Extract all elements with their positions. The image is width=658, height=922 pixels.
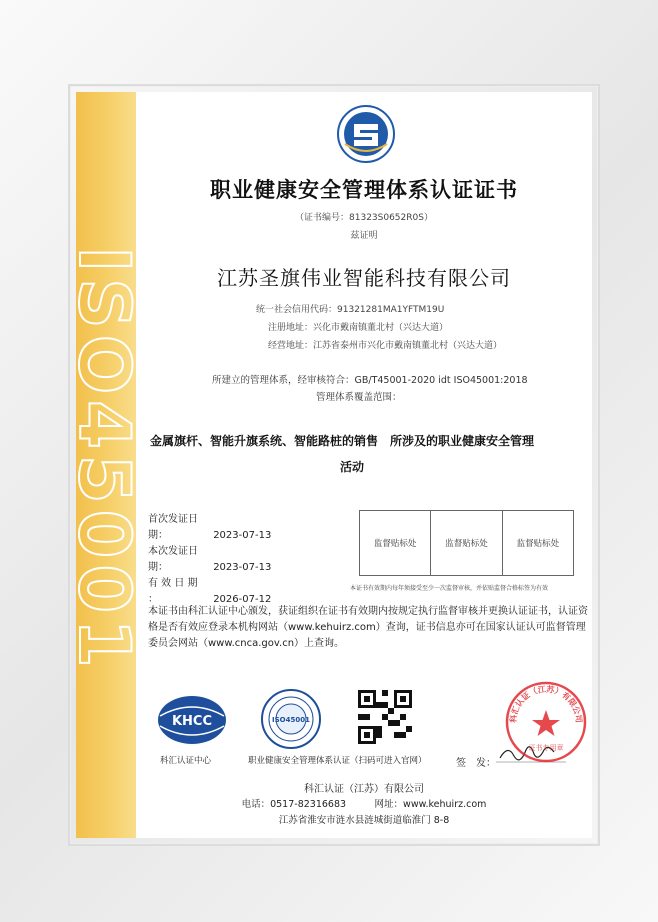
- sticker-note: 本证书有效期内每年须接受至少一次监督审核，并依贴监督合格标签为有效: [350, 585, 549, 592]
- this-issue-row: [148, 544, 271, 576]
- footer-address: 江苏省淮安市涟水县涟城街道临淮门 8-8: [278, 815, 450, 826]
- issue-dates: [148, 512, 271, 608]
- certificate-statement: 本证书由科汇认证中心颁发，获证组织在证书有效期内按规定执行监督审核并更换认证证书，认证资格是否有效应登录本机构网站（www.kehuirz.com）查询，证书信息亦可在国家认证认可监督管理委员会网站（www.cnca.gov.cn）上查询。: [148, 606, 588, 649]
- this-issue-label: 本次发证日期：: [148, 546, 198, 573]
- first-issue-date: 2023-07-13: [213, 530, 272, 541]
- sticker-box: 监督贴标处: [431, 511, 502, 575]
- sticker-box: 监督贴标处: [516, 539, 560, 549]
- credit-code-label: 统一社会信用代码：: [256, 305, 338, 315]
- scope-line-1: 金属旗杆、智能升旗系统、智能路桩的销售 所涉及的职业健康安全管理: [150, 434, 535, 448]
- registered-address-value: 兴化市戴南镇董北村（兴达大道）: [313, 323, 449, 333]
- this-issue-date: 2023-07-13: [213, 562, 272, 573]
- iso-badge-text: ISO45001: [272, 716, 310, 724]
- company-seal-icon: [504, 680, 588, 764]
- sticker-box: 监督贴标处: [360, 511, 431, 575]
- scope-text: [150, 428, 592, 480]
- hereby-text: 兹证明: [350, 231, 378, 241]
- certificate-title: 职业健康安全管理体系认证证书: [210, 178, 518, 202]
- certificate-content: [136, 92, 592, 838]
- business-address-label: 经营地址：: [268, 341, 314, 351]
- qr-code-icon: [358, 690, 412, 744]
- stripe-watermark-text: ISO45001: [63, 246, 145, 674]
- business-address-row: [268, 338, 502, 351]
- footer-company: 科汇认证（江苏）有限公司: [304, 784, 424, 795]
- qr-caption: （扫码可进入官网）: [350, 756, 427, 766]
- certification-logo-icon: [336, 104, 396, 164]
- footer-contact: 电话：0517-82316683 网址：www.kehuirz.com: [241, 799, 487, 810]
- khcc-caption: 科汇认证中心: [160, 756, 212, 766]
- expiry-label: 有 效 日 期 ：: [148, 578, 198, 605]
- khcc-logo-text: KHCC: [171, 714, 213, 729]
- registered-address-row: [268, 320, 448, 333]
- registered-address-label: 注册地址：: [268, 323, 314, 333]
- iso-caption: 职业健康安全管理体系认证: [248, 756, 351, 766]
- khcc-logo-icon: [156, 692, 228, 748]
- seal-text: 科汇认证（江苏）有限公司: [508, 684, 584, 724]
- certificate-paper: [63, 92, 592, 838]
- credit-code-value: 91321281MA1YFTM19U: [337, 305, 445, 315]
- business-address-value: 江苏省泰州市兴化市戴南镇董北村（兴达大道）: [313, 341, 503, 351]
- iso-badge-icon: [260, 688, 322, 750]
- supervision-sticker-boxes: [359, 510, 574, 576]
- first-issue-row: [148, 512, 271, 544]
- credit-code-row: [256, 302, 444, 315]
- first-issue-label: 首次发证日期：: [148, 514, 198, 541]
- seal-bottom-text: 证书专用章: [528, 744, 564, 752]
- yellow-side-stripe: [63, 92, 145, 838]
- company-name: 江苏圣旗伟业智能科技有限公司: [217, 266, 511, 290]
- scope-line-2: 活动: [340, 460, 365, 474]
- scope-label: 管理体系覆盖范围：: [316, 392, 402, 403]
- expiry-date: 2026-07-12: [213, 594, 272, 605]
- system-conformity-text: 所建立的管理体系，经审核符合：GB/T45001-2020 idt ISO45001:2018: [212, 375, 528, 386]
- certificate-number: （证书编号：81323S0652R0S）: [295, 213, 433, 223]
- sign-label: 签 发：: [456, 758, 496, 769]
